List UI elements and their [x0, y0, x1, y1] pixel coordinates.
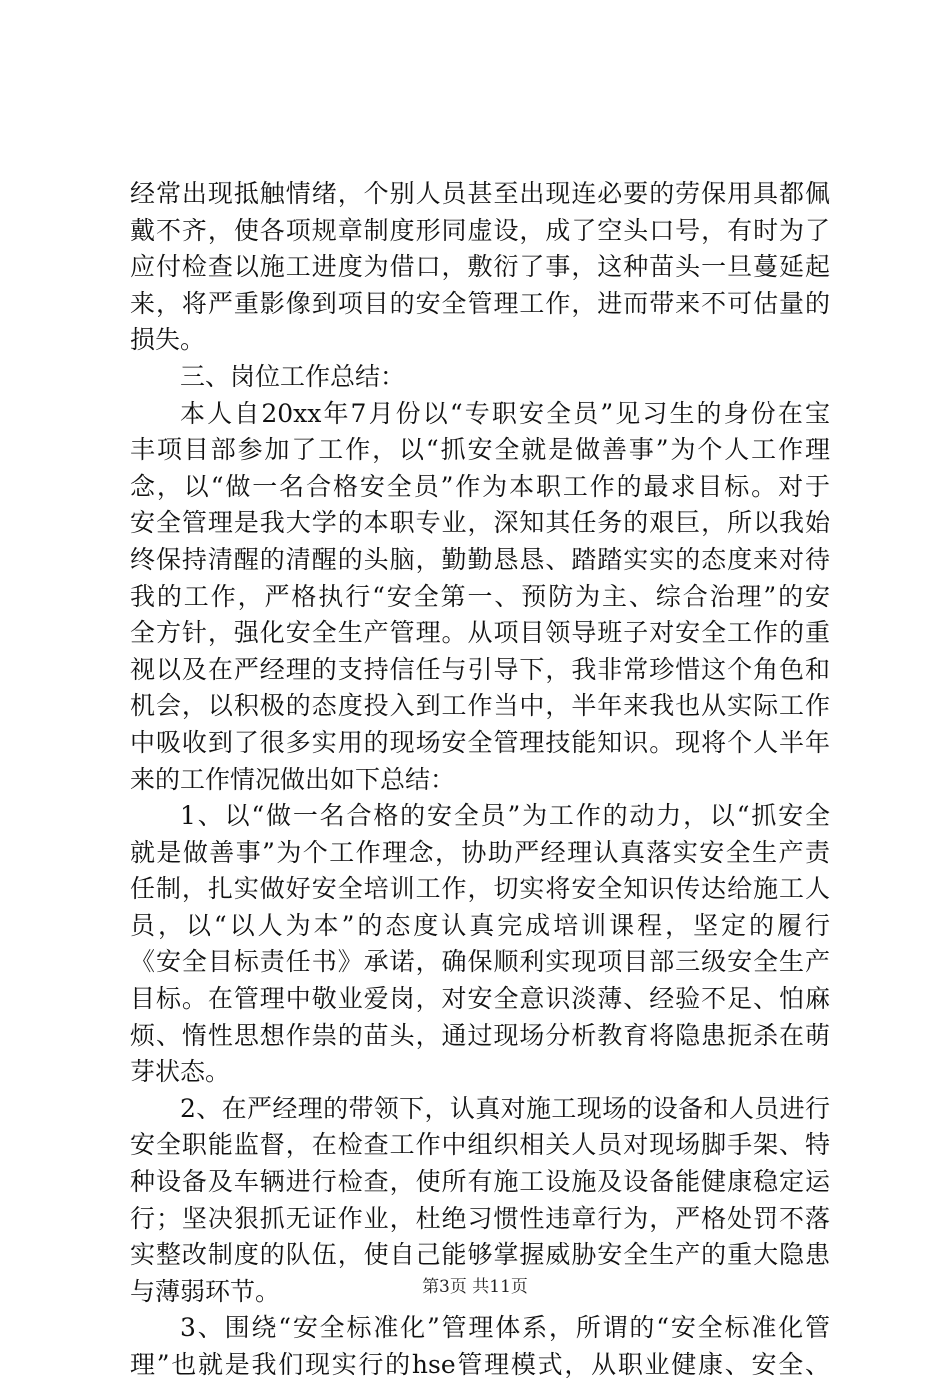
text-line: 1、以“做一名合格的安全员”为工作的动力，以“抓安全: [180, 801, 830, 831]
text-line: 应付检查以施工进度为借口，敷衍了事，这种苗头一旦蔓延起: [130, 252, 830, 282]
text-line: 戴不齐，使各项规章制度形同虚设，成了空头口号，有时为了: [130, 215, 830, 245]
text-line: 行；坚决狠抓无证作业，杜绝习惯性违章行为，严格处罚不落: [130, 1203, 830, 1233]
text-line: 中吸收到了很多实用的现场安全管理技能知识。现将个人半年: [130, 727, 830, 757]
text-line: 《安全目标责任书》承诺，确保顺利实现项目部三级安全生产: [130, 947, 830, 977]
page-number-footer: 第3页 共11页: [422, 1277, 528, 1297]
text-line: 3、围绕“安全标准化”管理体系，所谓的“安全标准化管: [180, 1313, 830, 1343]
text-line: 视以及在严经理的支持信任与引导下，我非常珍惜这个角色和: [130, 654, 830, 684]
text-line: 全方针，强化安全生产管理。从项目领导班子对安全工作的重: [130, 618, 830, 648]
text-line: 来，将严重影像到项目的安全管理工作，进而带来不可估量的: [130, 288, 830, 318]
text-line: 我的工作，严格执行“安全第一、预防为主、综合治理”的安: [130, 581, 830, 611]
text-line: 芽状态。: [130, 1057, 231, 1087]
text-line: 烦、惰性思想作祟的苗头，通过现场分析教育将隐患扼杀在萌: [130, 1020, 830, 1050]
text-line: 安全职能监督，在检查工作中组织相关人员对现场脚手架、特: [130, 1130, 830, 1160]
text-line: 经常出现抵触情绪，个别人员甚至出现连必要的劳保用具都佩: [130, 179, 830, 208]
text-line: 丰项目部参加了工作，以“抓安全就是做善事”为个人工作理: [130, 435, 830, 465]
document-body: [130, 176, 830, 1384]
text-line: 实整改制度的队伍，使自己能够掌握威胁安全生产的重大隐患: [130, 1240, 830, 1270]
text-line: 机会，以积极的态度投入到工作当中，半年来我也从实际工作: [130, 691, 830, 721]
text-line: 终保持清醒的清醒的头脑，勤勤恳恳、踏踏实实的态度来对待: [130, 544, 830, 574]
text-line: 三、岗位工作总结：: [180, 361, 406, 391]
text-line: 本人自20xx年7月份以“专职安全员”见习生的身份在宝: [180, 398, 830, 428]
text-line: 与薄弱环节。: [130, 1276, 281, 1306]
text-line: 念，以“做一名合格安全员”作为本职工作的最求目标。对于: [130, 471, 830, 501]
text-line: 任制，扎实做好安全培训工作，切实将安全知识传达给施工人: [130, 874, 830, 904]
text-line: 理”也就是我们现实行的hse管理模式，从职业健康、安全、: [130, 1350, 830, 1379]
text-line: 种设备及车辆进行检查，使所有施工设施及设备能健康稳定运: [130, 1167, 830, 1197]
text-line: 来的工作情况做出如下总结：: [130, 764, 456, 794]
text-line: 目标。在管理中敬业爱岗，对安全意识淡薄、经验不足、怕麻: [130, 984, 830, 1014]
text-line: 员，以“以人为本”的态度认真完成培训课程，坚定的履行: [130, 910, 830, 940]
text-line: 2、在严经理的带领下，认真对施工现场的设备和人员进行: [180, 1093, 830, 1123]
text-line: 就是做善事”为个工作理念，协助严经理认真落实安全生产责: [130, 837, 830, 867]
text-line: 损失。: [130, 325, 206, 355]
text-line: 安全管理是我大学的本职专业，深知其任务的艰巨，所以我始: [130, 508, 830, 538]
